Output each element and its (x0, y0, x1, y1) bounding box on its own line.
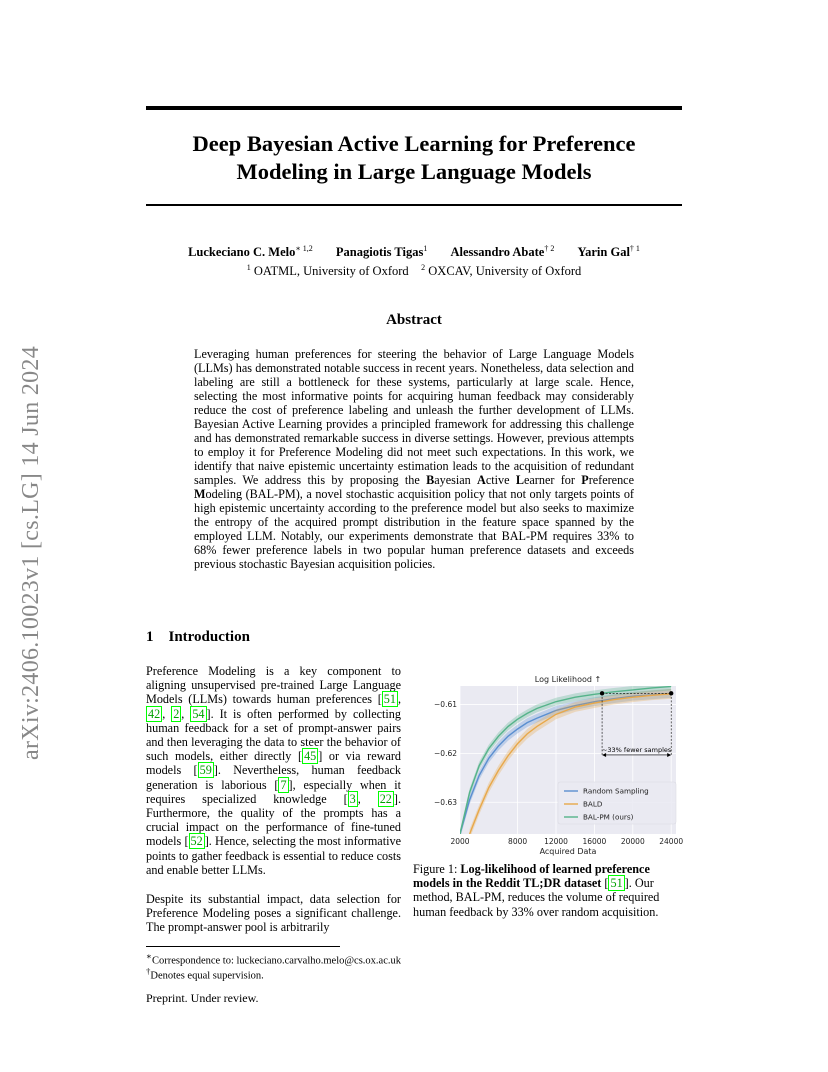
legend-label: BAL-PM (ours) (583, 812, 634, 822)
x-tick-label: 16000 (582, 837, 607, 846)
annotation-label: ~33% fewer samples (601, 745, 672, 754)
footnote: ∗Correspondence to: luckeciano.carvalho.melo@cs.ox.ac.uk (146, 951, 401, 967)
affiliations: $^1$ OATML, University of Oxford $^2$ OXCAV, University of Oxford (246, 263, 582, 279)
citation-link[interactable]: 52 (190, 834, 203, 849)
legend-label: Random Sampling (583, 786, 649, 796)
x-tick-label: 8000 (508, 837, 528, 846)
y-tick-label: −0.62 (434, 748, 457, 758)
log-likelihood-chart (414, 672, 684, 864)
abstract-heading: Abstract (386, 312, 442, 328)
citation-link[interactable]: 42 (148, 706, 161, 721)
footnote-rule (146, 946, 340, 947)
paper-title (146, 130, 682, 186)
x-tick-label: 2000 (450, 837, 470, 846)
citation-link[interactable]: 22 (379, 791, 392, 806)
author: Luckeciano C. Melo$^{∗ 1,2}$ (188, 244, 313, 260)
author: Yarin Gal$^{\dagger 1}$ (577, 244, 640, 260)
citation-link[interactable]: 2 (173, 706, 180, 721)
intro-paragraph-2: Despite its substantial impact, data selection for Preference Modeling poses a significant challenge. The prompt-answer pool is arbitrarily (146, 892, 401, 935)
chart-title: Log Likelihood ↑ (534, 675, 602, 684)
footnote: †Denotes equal supervision. (146, 966, 264, 982)
title-line-1: Deep Bayesian Active Learning for Preference (192, 131, 636, 156)
author: Alessandro Abate$^{\dagger 2}$ (450, 244, 555, 260)
section-heading: 1 Introduction (146, 629, 250, 645)
preprint-note: Preprint. Under review. (146, 991, 259, 1005)
citation-link[interactable]: 54 (192, 706, 205, 721)
citation-link[interactable]: 51 (610, 876, 623, 891)
author: Panagiotis Tigas$^1$ (335, 244, 428, 260)
x-tick-label: 12000 (544, 837, 568, 846)
title-line-2: Modeling in Large Language Models (236, 159, 592, 184)
annotation-point (669, 691, 673, 695)
title-top-rule (146, 106, 682, 110)
citation-link[interactable]: 51 (383, 692, 396, 707)
y-tick-label: −0.61 (434, 700, 457, 710)
author-block (146, 241, 682, 279)
annotation-point (600, 691, 604, 695)
author-names (146, 241, 682, 260)
citation-link[interactable]: 7 (280, 777, 287, 792)
legend-label: BALD (583, 799, 603, 809)
citation-link[interactable]: 3 (349, 791, 356, 806)
x-tick-label: 20000 (620, 837, 645, 846)
figure-caption: Figure 1: Log-likelihood of learned preference models in the Reddit TL;DR dataset [ 51 ]. Our method, BAL-PM, reduces the volume of required human feedback by 33% over random acquisition. (413, 862, 660, 919)
abstract-text: Leveraging human preferences for steering the behavior of Large Language Models (LLMs) has demonstrated notable success in recent years. Nonetheless, data selection and labeling are still a bottleneck for these systems, particularly at large scale. Hence, selecting the most informative points for acquiring human feedback may considerably reduce the cost of preference labeling and unleash the further development of LLMs. Bayesian Active Learning provides a principled framework for addressing this challenge and has demonstrated remarkable success in diverse settings. However, previous attempts to employ it for Preference Modeling did not meet such expectations. In this work, we identify that naive epistemic uncertainty estimation leads to the acquisition of redundant samples. We address this by proposing the Bayesian Active Learner for Preference Modeling (BAL-PM), a novel stochastic acquisition policy that not only targets points of high epistemic uncertainty according to the preference model but also seeks to maximize the entropy of the acquired prompt distribution in the feature space spanned by the employed LLM. Notably, our experiments demonstrate that BAL-PM requires 33% to 68% fewer preference labels in two popular human preference datasets and exceeds previous stochastic Bayesian acquisition policies. (194, 347, 635, 571)
citation-link[interactable]: 59 (199, 763, 212, 778)
x-axis-label: Acquired Data (539, 847, 597, 856)
y-tick-label: −0.63 (434, 797, 457, 807)
x-tick-label: 24000 (659, 837, 684, 846)
arxiv-stamp: arXiv:2406.10023v1 [cs.LG] 14 Jun 2024 (18, 345, 44, 760)
intro-paragraph-1: Preference Modeling is a key component to aligning unsupervised pre-trained Large Language Models (LLMs) towards human preferences [ 51 , 42 , 2 , 54 ]. It is often performed by collecting human feedback for a set of prompt-answer pairs and then leveraging the data to steer the behavior of such models, either directly [ 45 ] or via reward models [ 59 ]. Nevertheless, human feedback generation is laborious [ 7 ], especially when it requires specialized knowledge [ 3 , 22 ]. Furthermore, the quality of the prompts has a crucial impact on the performance of fine-tuned models [ 52 ]. Hence, selecting the most informative points to gather feedback is essential to reduce costs and enable better LLMs. (146, 664, 402, 877)
citation-link[interactable]: 45 (304, 749, 317, 764)
title-bottom-rule (146, 204, 682, 206)
